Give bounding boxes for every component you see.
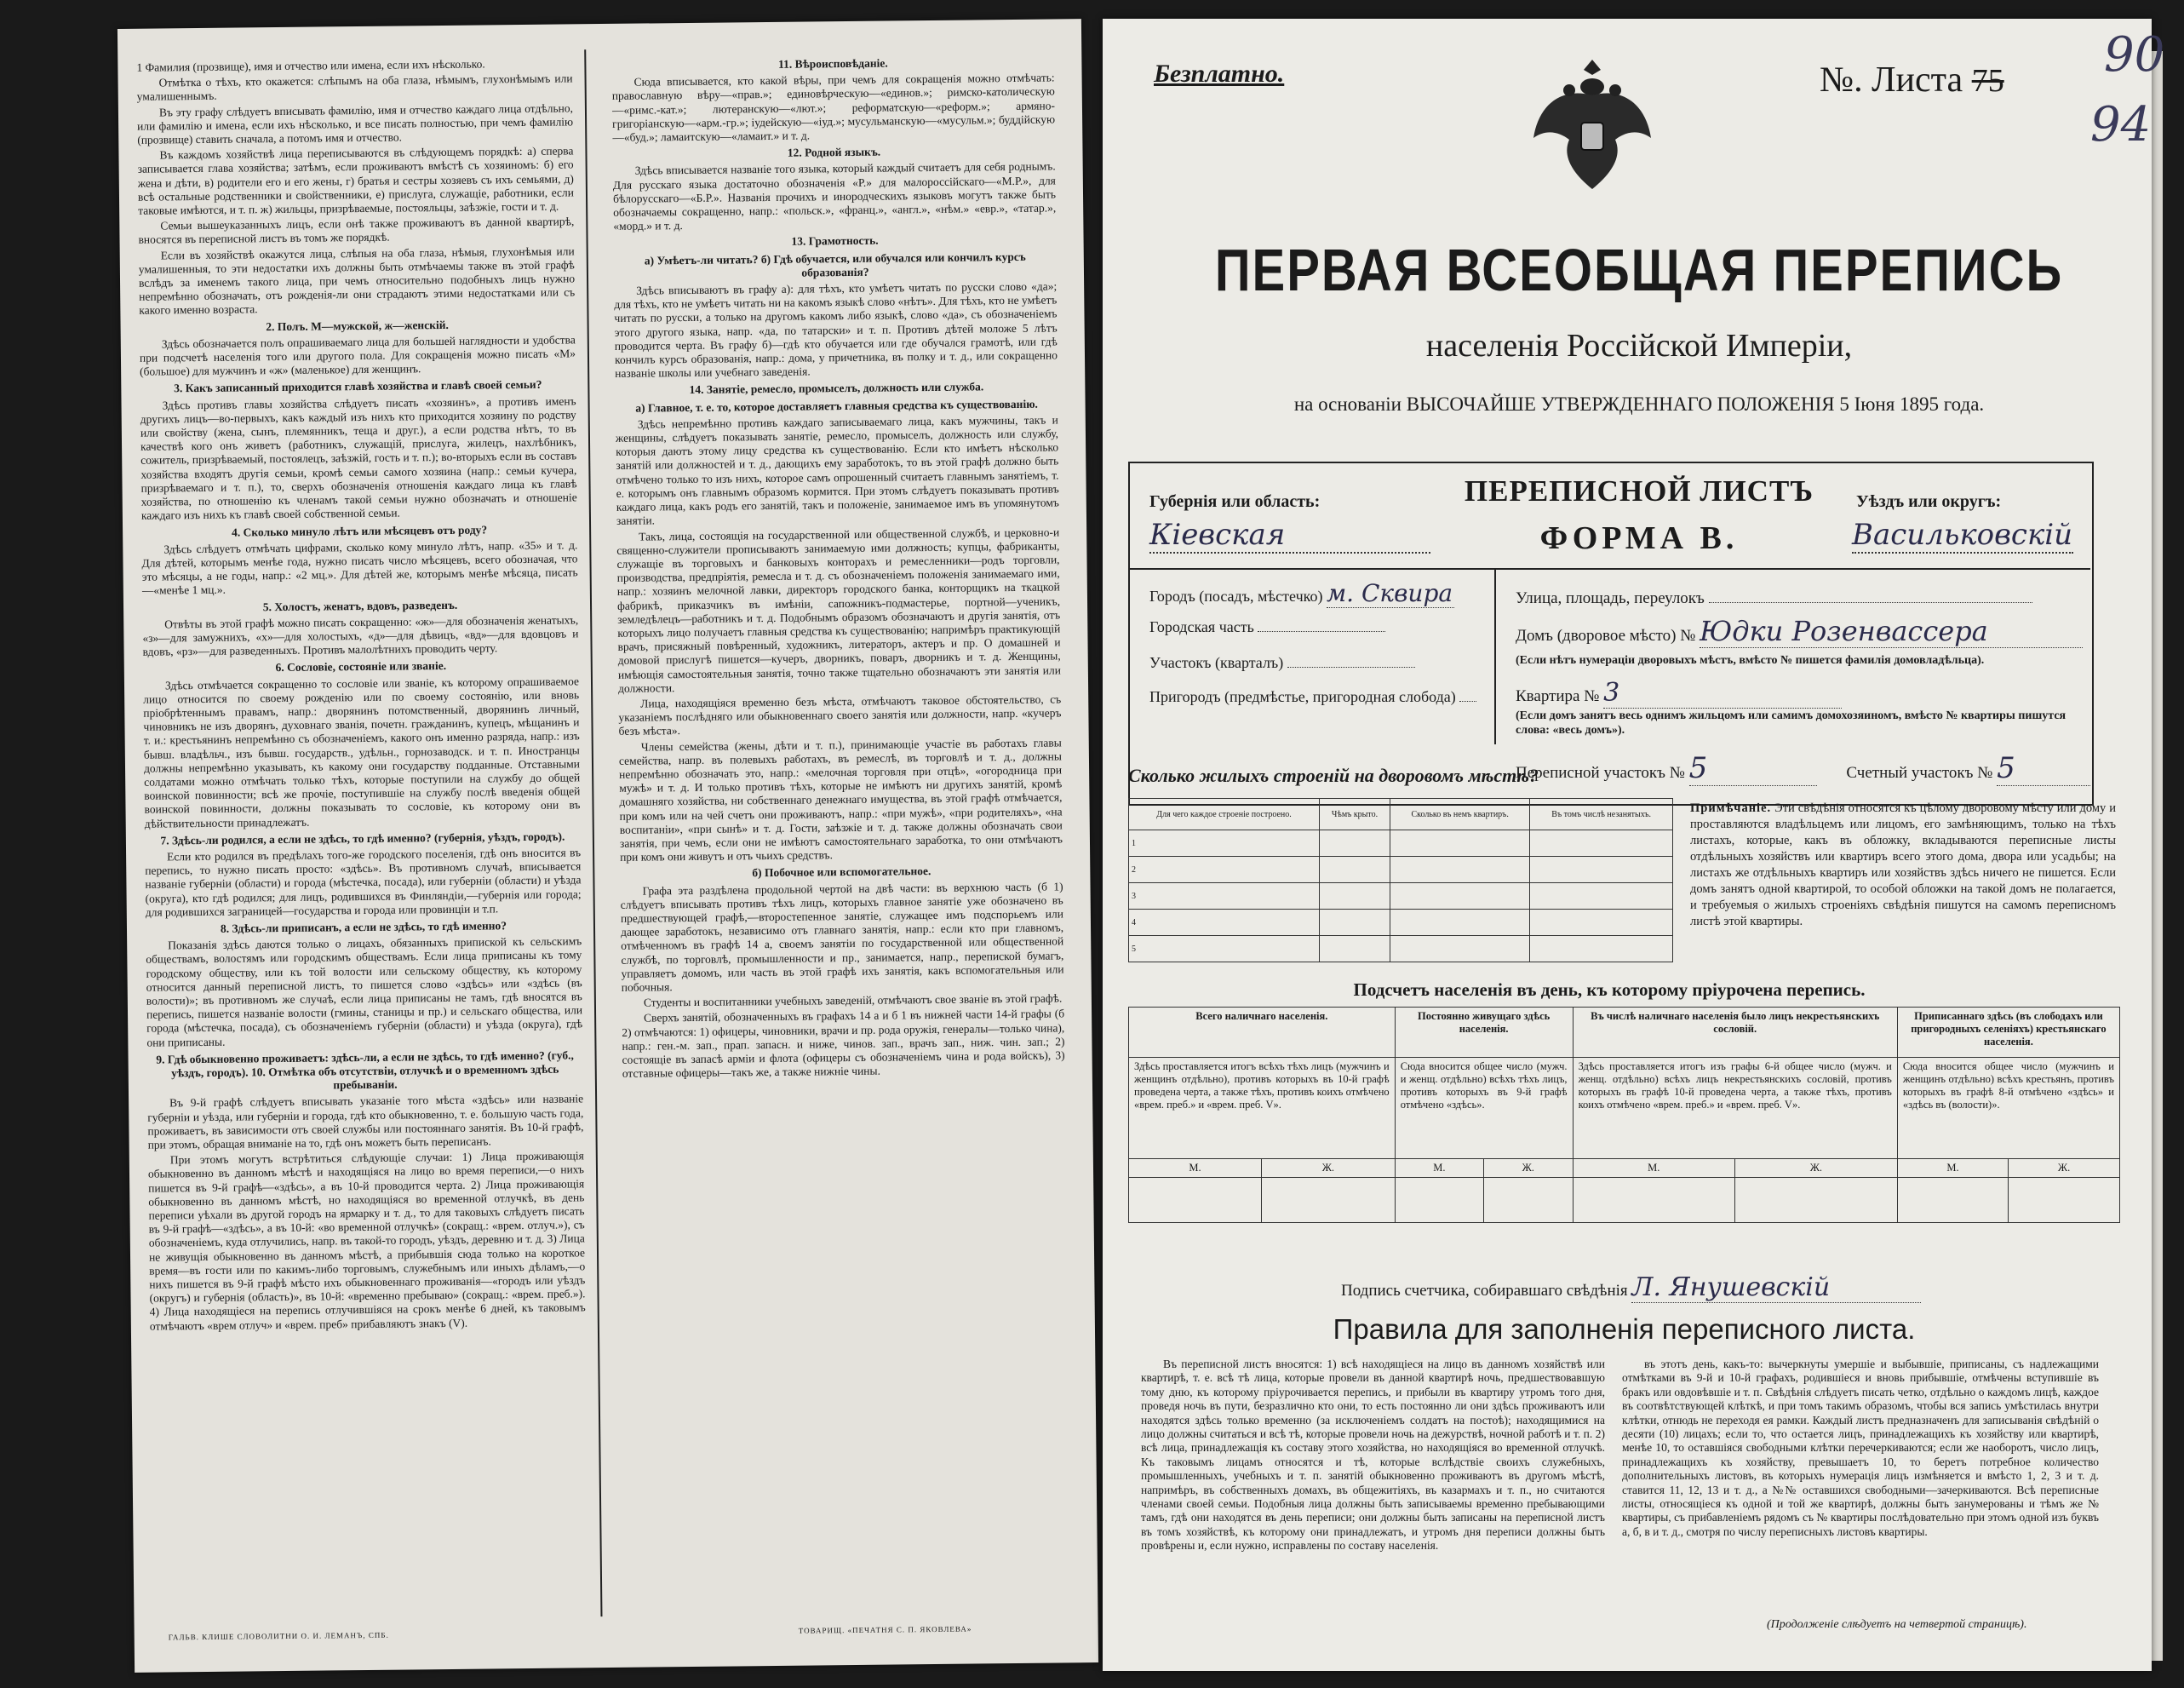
- buildings-row-number: 1: [1129, 830, 1320, 857]
- location-field-value: [1258, 631, 1385, 632]
- count-value-cell: [1395, 1178, 1483, 1223]
- instruction-heading: 5. Холостъ, женатъ, вдовъ, разведенъ.: [262, 598, 458, 613]
- buildings-table: [1128, 798, 1673, 962]
- location-field-label: Городская часть: [1149, 618, 1254, 635]
- left-page-instructions: [118, 19, 1098, 1673]
- instruction-paragraph: Здѣсь обозначается полъ опрашиваемаго лица для большей наглядности и удобства при подсчетѣ населенія того или другого пола. Для сокращенія можно писать «М» (большое) для мужчинъ и «ж» (маленькое) для женщинъ.: [139, 333, 576, 378]
- uezd-label: Уѣздъ или округъ:: [1856, 492, 2002, 511]
- instruction-paragraph: Здѣсь противъ главы хозяйства слѣдуетъ писать «хозяинъ», а противъ именъ другихъ лицъ—во-первыхъ, какъ каждый изъ нихъ кто приходится хозяину по родству или свойству (жена, сынъ, племянникъ, теща и друг.), а если родства нѣтъ, то въ качествѣ кого онъ живетъ (работникъ, служащій, прислуга, жилецъ, нахлѣбникъ, сожитель, призрѣваемый, постоялецъ, заѣзжій, гость и т. п.); во-вторыхъ если въ составъ хозяйства входятъ другія семьи, кромѣ семьи самого хозяина (напр.: семьи кучера, призрѣваемаго и т. п.), то, сверхъ обозначенія отношенія каждаго лица къ главѣ хозяйства, по отношенію къ членамъ такой семьи нужно обозначать и отношеніе каждаго изъ нихъ къ главѣ своей собственной семьи.: [140, 394, 577, 523]
- instruction-paragraph: Члены семейства (жены, дѣти и т. п.), принимающіе участіе въ работахъ главы семейства, напр. въ полевыхъ работахъ, въ ремеслѣ, въ торговлѣ и т. д., должны непремѣнно обозначать это, напр.: «мелочная торговля при отцѣ», «огородница при мужѣ» и т. д. И только противъ тѣхъ, которые не имѣютъ ни другихъ занятій, кромѣ домашняго хозяйства, ни собственнаго денежнаго имущества, въ этой графѣ отмѣчается, при комъ или на чей счетъ они проживаютъ, напр.: «при мужѣ», «при родителяхъ», «на воспитаніи», «при сынѣ» и т. д. Гости, заѣзжіе и т. д. также должны обозначать свои занятія, при чемъ, если они не имѣютъ самостоятельнаго заработка, то они отмѣчаютъ при комъ они живутъ и отъ чьихъ средствъ.: [618, 735, 1063, 864]
- location-field-label: Участокъ (кварталъ): [1149, 654, 1284, 671]
- signature-field: Подпись счетчика, собиравшаго свѣдѣнія Л. Янушевскій: [1341, 1272, 1921, 1303]
- instruction-paragraph: Въ 9-й графѣ слѣдуетъ вписывать указаніе того мѣста «здѣсь» или названіе губерніи и уѣзда, или губерніи и города, гдѣ кто обыкновенно, т. е. большую часть года, проживаетъ, въ зависимости отъ своей службы или постояннаго занятія. Въ 10-й графѣ, при этомъ, обращая вниманіе на то, гдѣ онъ можетъ быть переписанъ.: [147, 1092, 584, 1151]
- sex-column-label: Ж.: [1483, 1159, 1573, 1178]
- printer-footer-right: ТОВАРИЩ. «ПЕЧАТНЯ С. П. ЯКОВЛЕВА»: [798, 1624, 972, 1635]
- buildings-cell: [1390, 936, 1529, 962]
- table-row: [1129, 1178, 2120, 1223]
- population-count-table: [1128, 1007, 2120, 1223]
- buildings-cell: [1320, 910, 1390, 936]
- location-field: [1149, 618, 1385, 636]
- instruction-heading: 11. Вѣроисповѣданіе.: [777, 56, 888, 71]
- table-row: [1129, 1159, 2120, 1178]
- count-value-cell: [1129, 1178, 1262, 1223]
- location-field-value: м. Сквира: [1326, 579, 1453, 607]
- count-column-description: Сюда вносится общее число (мужч. и женщ. отдѣльно) всѣхъ тѣхъ лицъ, противъ которыхъ въ 9-й графѣ отмѣчено «здѣсь».: [1395, 1058, 1573, 1159]
- sex-column-label: М.: [1897, 1159, 2008, 1178]
- buildings-row-number: 4: [1129, 910, 1320, 936]
- count-column-header: Постоянно живущаго здѣсь населенія.: [1395, 1008, 1573, 1058]
- handwritten-sheet-number-top: 90: [2104, 27, 2165, 83]
- guberniya-label: Губернія или область:: [1149, 492, 1321, 511]
- location-field: [1149, 654, 1415, 672]
- buildings-cell: [1390, 830, 1529, 857]
- instruction-paragraph: Здѣсь непремѣнно противъ каждаго записываемаго лица, какъ мужчины, такъ и женщины, слѣдуетъ показывать занятіе, ремесло, промыселъ, должность или службу, которыя даютъ этому лицу средства къ существованію. Если кто имѣетъ нѣсколько занятій или должностей и т. д., дающихъ ему заработокъ, то въ этой графѣ должно быть отмѣчено только то изъ нихъ, которое самъ опрошенный считаетъ главнымъ занятіемъ, т. е. которымъ онъ главнымъ образомъ кормится. При этомъ слѣдуетъ показывать противъ каждаго лица, какъ родъ его занятій, такъ и положеніе, занимаемое имъ въ упомянутомъ занятіи.: [615, 413, 1059, 528]
- buildings-cell: [1320, 936, 1390, 962]
- buildings-cell: [1530, 936, 1673, 962]
- location-field: [1149, 579, 1454, 608]
- count-column-header: Въ числѣ наличнаго населенія было лицъ некрестьянскихъ сословій.: [1573, 1008, 1897, 1058]
- count-value-cell: [2009, 1178, 2120, 1223]
- sex-column-label: М.: [1573, 1159, 1734, 1178]
- instruction-paragraph: Здѣсь слѣдуетъ отмѣчать цифрами, сколько кому минуло лѣтъ, напр. «35» и т. д. Для дѣтей, которымъ менѣе года, нужно писать число мѣсяцевъ, всего обозначая, что это мѣсяцы, а не годы, напр.: «2 мц.». Для дѣтей же, которымъ менѣе мѣсяца, писать—«менѣе 1 мц.».: [141, 538, 578, 598]
- handwritten-sheet-number-bottom: 94: [2090, 97, 2152, 152]
- house-value: Юдки Розенвассера: [1700, 615, 2083, 648]
- counting-district-value: 5: [1997, 751, 2090, 786]
- instruction-paragraph: Семьи вышеуказанныхъ лицъ, если онѣ также проживаютъ въ данной квартирѣ, вносятся въ переписной листъ въ томъ же порядкѣ.: [138, 215, 575, 247]
- sex-column-label: Ж.: [1262, 1159, 1396, 1178]
- instruction-paragraph: Такъ, лица, состоящія на государственной или общественной службѣ, и церковно-и священно-служители прописываютъ занимаемую ими должность; купцы, фабриканты, служащіе въ торговыхъ и банковыхъ конторахъ и ремесленники—родъ торговли, производства, предпріятія, ремесла и т. д. съ обозначеніемъ положенія занимаемаго ими, напр.: хозяинъ мелочной лавки, директоръ городского банка, конторщикъ на ткацкой фабрикѣ, приказчикъ въ имѣніи, сапожникъ-подмастерье, портной—ученикъ, земледѣлецъ—работникъ и т. д. Подобнымъ образомъ обозначаютъ и другія занятія, отъ которыхъ лицо получаетъ главныя средства къ существованію; напримѣръ практикующій врачъ, присяжный повѣренный, художникъ, литераторъ, актеръ и пр. О домашней и домовой прислугѣ пишется—кучеръ, дворникъ, поваръ, дворникъ и т. д. Женщины, имѣющія самостоятельныя занятія, точно также тщательно обозначаютъ эти занятія или должности.: [616, 525, 1061, 695]
- right-page-census-form: [1103, 19, 2165, 1671]
- apartment-field: Квартира № 3: [1516, 678, 1842, 709]
- form-letter: ФОРМА В.: [1539, 520, 1739, 556]
- sex-column-label: Ж.: [1734, 1159, 1897, 1178]
- census-district-value: 5: [1689, 751, 1817, 786]
- buildings-cell: [1320, 857, 1390, 883]
- instruction-paragraph: Если въ хозяйствѣ окажутся лица, слѣпыя на оба глаза, нѣмыя, глухонѣмыя или умалишенныя, то эти недостатки ихъ должны быть отмѣчаемы также въ этой графѣ вслѣдъ за именемъ такого лица, при чемъ относительно подобныхъ лицъ нужно непремѣнно обозначать, отъ рожденія-ли они страдаютъ этими недостатками или съ какого именно возраста.: [138, 244, 576, 318]
- table-row: [1129, 830, 1673, 857]
- instruction-paragraph: Сюда вписывается, кто какой вѣры, при чемъ для сокращенія можно отмѣчать: православную вѣру—«прав.»; единовѣрческую—«единов.»; римско-католическую—«римс.-кат.»; лютеранскую—«лют.»; реформатскую—«реформ.»; армяно-григоріанскую—«арм.-гр.»; іудейскую—«іуд.»; мусульманскую—«мусульм.»; буддійскую—«буд.»; ламаитскую—«ламаит.» и т. д.: [611, 71, 1056, 144]
- column-divider: [584, 49, 602, 1616]
- sheet-number-label: [1820, 60, 2004, 100]
- free-label: Безплатно.: [1154, 60, 1285, 88]
- printer-footer-left: ГАЛЬВ. КЛИШЕ СЛОВОЛИТНИ О. И. ЛЕМАНЪ, СПБ.: [168, 1630, 389, 1642]
- count-title: Подсчетъ населенія въ день, къ которому пріурочена перепись.: [1353, 979, 1866, 1000]
- count-column-description: Здѣсь проставляется итогъ изъ графы 6-й общее число (мужч. и женщ. отдѣльно) всѣхъ лицъ некрестьянскихъ сословій, противъ которыхъ въ графѣ 10-й проведена черта, а также тѣхъ, противъ коихъ отмѣчено «врем. преб.» и «врем. преб. V».: [1573, 1058, 1897, 1159]
- buildings-cell: [1320, 830, 1390, 857]
- sheet-label: №. Листа: [1820, 60, 1963, 100]
- count-value-cell: [1483, 1178, 1573, 1223]
- instruction-paragraph: Въ каждомъ хозяйствѣ лица переписываются въ слѣдующемъ порядкѣ: а) сперва записывается глава хозяйства; затѣмъ, если проживаютъ вмѣстѣ съ хозяиномъ: б) его жена и дѣти, в) родители его и его жены, г) братья и сестры хозяевъ съ ихъ семьями, д) всѣ остальные родственники и свойственники, е) прислуга, служащіе, работники, если таковые имѣются, и т. п. ж) жильцы, призрѣваемые, постояльцы, заѣзжіе, гости и т. д.: [137, 144, 575, 217]
- count-column-header: Приписаннаго здѣсь (въ слободахъ или пригородныхъ селеніяхъ) крестьянскаго населенія.: [1897, 1008, 2119, 1058]
- location-field: [1149, 688, 1476, 706]
- sex-column-label: М.: [1395, 1159, 1483, 1178]
- instruction-paragraph: При этомъ могутъ встрѣтиться слѣдующіе случаи: 1) Лица проживающія обыкновенно въ данномъ мѣстѣ и находящіяся на лицо во время переписи,—о нихъ пишется въ 9-й графѣ—«здѣсь», а въ 10-й проводится черта. 2) Лица проживающія обыкновенно въ данномъ мѣстѣ, но находящіяся во временной отлучкѣ, въ день переписи уѣхали въ другой городъ на ярмарку и т. д., то для таковыхъ слѣдуетъ писать въ 9-й графѣ—«здѣсь», а въ 10-й: «во временной отлучкѣ» (сокращ.: «врем. отлуч.»), съ обозначеніемъ, куда отлучились, напр. въ такой-то городъ, уѣздъ, деревню и т. д. 3) Лица не живущія обыкновенно въ данномъ мѣстѣ, а прибывшія сюда только на короткое время—въ гости или по какимъ-либо торговымъ, служебнымъ или иныхъ дѣламъ,—о нихъ пишется въ 9-й графѣ мѣсто ихъ обыкновеннаго проживанія—«городъ или уѣздъ (округъ) и губернія (область)», въ 10-й: «временно пребываю» (сокращ.: «врем. преб.»). 4) Лица находящіеся на перепись отлучившіяся на срокъ менѣе 6 дней, къ таковымъ отмѣчаютъ «врем отлуч» и «врем. преб» прибавляютъ знакъ (V).: [147, 1149, 586, 1333]
- instruction-paragraph: Здѣсь вписывается названіе того языка, который каждый считаетъ для себя роднымъ. Для русскаго языка достаточно обозначенія «Р.» для малороссійскаго—«М.Р.», для бѣлорусскаго—«Б.Р.». Названія прочихъ и инородческихъ языковъ могутъ также быть обозначаемы сокращенно, напр.: «польск.», «франц.», «англ.», «нѣм.» «евр.», «татар.», «морд.» и т. д.: [612, 159, 1057, 233]
- buildings-cell: [1390, 883, 1529, 910]
- instruction-heading: 7. Здѣсь-ли родился, а если не здѣсь, то гдѣ именно? (губернія, уѣздъ, городъ).: [160, 830, 565, 847]
- instruction-heading: 4. Сколько минуло лѣтъ или мѣсяцевъ отъ роду?: [232, 522, 488, 539]
- table-row: [1129, 883, 1673, 910]
- buildings-cell: [1530, 857, 1673, 883]
- instruction-heading: 12. Родной языкъ.: [787, 145, 881, 159]
- buildings-cell: [1530, 883, 1673, 910]
- buildings-row-number: 5: [1129, 936, 1320, 962]
- instruction-paragraph: Отвѣты въ этой графѣ можно писать сокращенно: «ж»—для обозначенія женатыхъ, «з»—для замужнихъ, «х»—для холостыхъ, «д»—для дѣвицъ, «вд»—для вдовцовъ и вдовъ, «рз»—для разведенныхъ. Противъ малолѣтнихъ проводить черту.: [142, 613, 579, 658]
- instruction-heading: б) Побочное или вспомогательное.: [752, 864, 931, 880]
- count-value-cell: [1262, 1178, 1396, 1223]
- instruction-heading: а) Главное, т. е. то, которое доставляетъ главныя средства къ существованію.: [635, 397, 1038, 415]
- buildings-cell: [1530, 830, 1673, 857]
- count-column-description: Сюда вносится общее число (мужчинъ и женщинъ отдѣльно) всѣхъ крестьянъ, противъ которыхъ въ графѣ 8-й отмѣчено «здѣсь» и «здѣсь въ (волости)».: [1897, 1058, 2119, 1159]
- location-field-value: [1459, 701, 1476, 702]
- buildings-cell: [1320, 883, 1390, 910]
- house-note: (Если нѣтъ нумераціи дворовыхъ мѣстъ, вмѣсто № пишется фамилія домовладѣльца).: [1516, 654, 1985, 667]
- instruction-heading: а) Умѣетъ-ли читать? б) Гдѣ обучается, или обучался или кончилъ курсъ образованія?: [644, 250, 1026, 279]
- instruction-paragraph: Лица, находящіяся временно безъ мѣста, отмѣчаютъ таковое обстоятельство, съ указаніемъ послѣдняго или обыкновеннаго своего занятія или должности, напр. «кучеръ безъ мѣста».: [618, 692, 1062, 738]
- buildings-question: Сколько жилыхъ строеній на дворовомъ мѣстѣ?: [1128, 765, 1539, 786]
- instruction-heading: 13. Грамотность.: [791, 234, 879, 249]
- buildings-cell: [1530, 910, 1673, 936]
- sex-column-label: М.: [1129, 1159, 1262, 1178]
- sheet-number-struck: 75: [1971, 63, 2004, 99]
- buildings-table-header: Въ томъ числѣ незанятыхъ.: [1530, 799, 1673, 830]
- sex-column-label: Ж.: [2009, 1159, 2120, 1178]
- location-field-label: Пригородъ (предмѣстье, пригородная слобода): [1149, 688, 1456, 705]
- instruction-paragraph: 1 Фамилия (прозвище), имя и отчество или имена, если ихъ нѣсколько.: [136, 57, 485, 74]
- instruction-paragraph: Показанія здѣсь даются только о лицахъ, обязанныхъ припиской къ сельскимъ обществамъ, волостямъ или городскимъ обществамъ. Если лица приписаны къ тому городскому обществу, или къ той волости или сельскому обществу, къ которому относится данный переписной листъ, то пишется слово «здѣсь» или «здѣсь (въ волости)»; въ противномъ же случаѣ, если лица приписаны не тамъ, гдѣ вносятся въ перепись, пишется названіе волости (гмины, станицы и пр.) и сельскаго общества, или города (мѣстечка, посада), съ обозначеніемъ губерніи (области) и уѣзда (округа), гдѣ они приписаны.: [146, 934, 583, 1049]
- buildings-row-number: 3: [1129, 883, 1320, 910]
- instruction-paragraph: Сверхъ занятій, обозначенныхъ въ графахъ 14 а и б 1 въ нижней части 14-й графы (б 2) отмѣчаются: 1) офицеры, чиновники, врачи и пр. рода оружія, генералы—только чина), напр.: ген.-м. зап., прап. запасн. и ниже, чинов. зап., врачъ зап., ниж. чин. зап.; 2) состоящіе въ запасѣ армiи и флота (офицеры съ обозначеніемъ чина и рода войскъ), 3) отставные офицеры—такъ же, а также нижніе чины.: [622, 1007, 1065, 1081]
- instruction-heading: 14. Занятіе, ремесло, промыселъ, должность или служба.: [689, 380, 984, 397]
- instruction-heading: 2. Полъ. М—мужской, ж—женскій.: [266, 318, 449, 333]
- rules-left-column: Въ переписной листъ вносятся: 1) всѣ находящіеся на лицо въ данномъ хозяйствѣ или квартирѣ, т. е. всѣ тѣ лица, которые провели въ данной квартирѣ ночь, предшествовавшую тому дню, къ которому пріурочивается перепись, и прибыли въ квартиру утромъ того дня, проведя ночь въ пути, безразлично кто они, то есть постоянно ли они здѣсь проживаютъ или находятся здѣсь только временно (за исключеніемъ солдатъ на постоѣ); находящимися на лицо должны считаться и всѣ тѣ, которые провели ночь на дежурствѣ, ночной работѣ и т. п. 2) всѣ лица, принадлежащія къ составу этого хозяйства, но находящіяся во временной отлучкѣ. Къ таковымъ лицамъ относятся и тѣ, которые вслѣдствіе своихъ служебныхъ, промышленныхъ, учебныхъ и т. п. занятій обыкновенно проживаютъ въ другомъ мѣстѣ, напримѣръ, въ собственныхъ домахъ, въ общежитіяхъ, въ казармахъ и т. п., но считаются членами своей семьи. Подобныя лица должны быть записываемы временно пребывающими тамъ, гдѣ они находятся въ день переписи; они должны быть записаны на переписной листъ въ томъ хозяйствѣ, къ которому они принадлежатъ, и утромъ дня переписи должны быть провѣрены и, если нужно, исправлены по составу населенія.: [1141, 1358, 1605, 1553]
- street-value-line: [1709, 602, 2032, 603]
- buildings-cell: [1390, 910, 1529, 936]
- rules-title: Правила для заполненія переписного листа.: [1333, 1313, 1916, 1345]
- instruction-paragraph: Отмѣтка о тѣхъ, кто окажется: слѣпымъ на оба глаза, нѣмымъ, глухонѣмымъ или умалишеннымъ.: [136, 72, 573, 104]
- count-value-cell: [1897, 1178, 2008, 1223]
- guberniya-value: Кіевская: [1149, 518, 1430, 554]
- count-value-cell: [1573, 1178, 1734, 1223]
- instruction-heading: 8. Здѣсь-ли приписанъ, а если не здѣсь, то гдѣ именно?: [220, 919, 507, 935]
- census-subtitle: населенія Россійской Имперіи,: [1425, 328, 1853, 364]
- street-label: Улица, площадь, переулокъ: [1516, 589, 2032, 608]
- instruction-paragraph: Графа эта раздѣлена продольной чертой на двѣ части: въ верхнюю часть (б 1) слѣдуетъ вписывать противъ тѣхъ лицъ, которыхъ главное занятіе уже обозначено въ предшествующей графѣ,—второстепенное занятіе, служащее имъ подспорьемъ или дающее заработокъ, независимо отъ главнаго занятія, напр.: если кто при главномъ, отмѣченномъ въ графѣ 14 а, своемъ занятіи по государственной или общественной службѣ, по торговлѣ, промышленности и пр., занимается, напр., перепиской бумагъ, управляетъ домомъ, или часть въ этой графѣ ихъ занятія, какъ вспомогательныя или побочныя.: [620, 879, 1064, 994]
- table-row: [1129, 910, 1673, 936]
- form-column-divider: [1494, 570, 1496, 744]
- buildings-note: Примѣчаніе. Эти свѣдѣнія относятся къ цѣлому дворовому мѣсту или дому и проставляются владѣльцемъ или лицомъ, его замѣняющимъ, только на тѣхъ листахъ, которые, какъ въ обложку, вкладываются переписные листы отдѣльныхъ хозяйствъ или квартиръ всего этого дома, двора или усадьбы; на листахъ же отдѣльныхъ квартиръ или хозяйствъ здѣсь ничего не пишется. Если домъ занятъ одной квартирой, то особой обложки на такой домъ не полагается, и требуемыя о жилыхъ строеніяхъ свѣдѣнія пишутся на самомъ переписномъ листѣ этой квартиры.: [1690, 801, 2116, 928]
- buildings-row-number: 2: [1129, 857, 1320, 883]
- count-value-cell: [1734, 1178, 1897, 1223]
- instruction-heading: 6. Сословіе, состояніе или званіе.: [275, 659, 447, 675]
- apartment-note: (Если домъ занятъ весь однимъ жильцомъ или самимъ домохозяиномъ, вмѣсто № квартиры пишутся слова: «весь домъ»).: [1516, 709, 2066, 737]
- table-row: [1129, 857, 1673, 883]
- census-legal-basis: на основаніи ВЫСОЧАЙШЕ УТВЕРЖДЕННАГО ПОЛОЖЕНІЯ 5 Іюня 1895 года.: [1293, 393, 1985, 415]
- instruction-paragraph: Здѣсь отмѣчается сокращенно то сословіе или званіе, къ которому опрашиваемое лицо относится по своему рожденію или по своему состоянію, или вновь пріобрѣтеннымъ правамъ, напр.: дворянинъ потомственный, дворянинъ личный, чиновникъ не изъ дворянъ, духовнаго званія, почетн. гражданинъ, купецъ, мѣщанинъ и т. и.: крестьянинъ непремѣнно съ обозначеніемъ, какого онъ именно разряда, напр.: изъ бывш. владѣльч., изъ бывш. государств., удѣльн., горнозаводск. и т. п. Иностранцы должны непремѣнно указывать, къ какому они государству подданные. Отставными солдатами можно отмѣчать только тѣхъ, которые поступили на службу до общей воинской повинности; всѣ же прочіе, поступившіе на службу послѣ введенія общей воинской повинности, должны показывать то сословіе, къ которому они въ дѣйствительности принадлежатъ.: [143, 674, 581, 830]
- house-field: Домъ (дворовое мѣсто) № Юдки Розенвассера: [1516, 615, 2083, 648]
- form-title: ПЕРЕПИСНОЙ ЛИСТЪ: [1464, 474, 1814, 508]
- count-column-description: Здѣсь проставляется итогъ всѣхъ тѣхъ лицъ (мужчинъ и женщинъ отдѣльно), противъ которыхъ въ 10-й графѣ проведена черта, а также тѣхъ, противъ коихъ отмѣчено «врем. преб.» и «врем. преб. V».: [1129, 1058, 1396, 1159]
- apartment-value: 3: [1603, 678, 1842, 709]
- census-title: ПЕРВАЯ ВСЕОБЩАЯ ПЕРЕПИСЬ: [1214, 237, 2064, 304]
- instruction-heading: 3. Какъ записанный приходится главѣ хозяйства и главѣ своей семьи?: [174, 378, 542, 395]
- signature-value: Л. Янушевскій: [1631, 1272, 1921, 1303]
- table-row: [1129, 1008, 2120, 1058]
- instructions-column-2: [611, 51, 1070, 1588]
- instruction-paragraph: Здѣсь вписываютъ въ графу а): для тѣхъ, кто умѣетъ читать по русски слово «да»; для тѣхъ, кто не умѣетъ читать ни на какомъ языкѣ слово «нѣтъ». Для тѣхъ, кто не умѣетъ читать по русски, а только на другомъ какомъ либо языкѣ, слово «да», съ обозначеніемъ этого другого языка, напр. «да, по татарски» и т. п. Противъ дѣтей моложе 5 лѣтъ проводится черта. Въ графу б)—гдѣ кто обучается или где обучался грамотѣ, или гдѣ кончилъ курсъ образованія, напр.: дома, у причетника, въ полку и т. д., или сокращенно названіе школы или учебнаго заведенія.: [614, 279, 1058, 381]
- location-field-value: [1287, 667, 1415, 668]
- instruction-paragraph: Если кто родился въ предѣлахъ того-же городского поселенія, гдѣ онъ вносится въ перепись, то нужно писать просто: «здѣсь». Въ противномъ случаѣ, вписывается названіе губерніи (области) и города (мѣстечка, посада), или губерніи (области) и уѣзда (округа), кто гдѣ родился; для лицъ, родившихся въ Финляндіи,—губернія или города; для родившихся заграницей—государства и города или провинціи и т.п.: [145, 846, 582, 919]
- buildings-table-header: Чѣмъ крыто.: [1320, 799, 1390, 830]
- census-district-field: Переписной участокъ № 5 Счетный участокъ № 5: [1516, 751, 2090, 786]
- instructions-column-1: [136, 56, 588, 1593]
- form-divider: [1128, 568, 2090, 570]
- instruction-paragraph: Въ эту графу слѣдуетъ вписывать фамилію, имя и отчество каждаго лица отдѣльно, или фамилію и имена, если ихъ нѣсколько, и все писать полностью, при чемъ фамилію (прозвище) ставить сначала, а потомъ имя и отчество.: [137, 100, 574, 146]
- rules-right-column: въ этотъ день, какъ-то: вычеркнуты умершіе и выбывшіе, приписаны, съ надлежащими отмѣтками въ 9-й и 10-й графахъ, родившіеся и вновь прибывшіе, отмѣчены вступившіе въ бракъ или овдовѣвшіе и т. п. Свѣдѣнія слѣдуетъ писать четко, отдѣльно о каждомъ лицѣ, каждое въ соотвѣтствующей клѣткѣ, и при томъ такимъ образомъ, чтобы вся запись умѣстилась внутри клѣтки, отнюдь не переходя ея рамки. Каждый листъ предназначенъ для записыванія свѣдѣній о десяти (10) лицахъ; если то, что остается лицъ, принадлежащихъ къ хозяйству или квартирѣ, менѣе 10, то оставшіяся свободными клѣтки перечеркиваются; если же наоборотъ, число лицъ, принадлежащихъ къ хозяйству, превышаетъ 10, то беретъ потребное количество дополнительныхъ листовъ, въ которыхъ нумерація лицъ измѣняется и вмѣсто 1, 2, 3 и т. д. ставится 11, 12, 13 и т. д., а №№ оставшихся свободными—зачеркиваются. Всѣ переписные листы, относящіеся къ одной и той же квартирѣ, должны быть занумерованы и тѣмъ же № квартиры, съ прибавленіемъ рядомъ съ № квартиры послѣдовательно при этомъ одной изъ буквъ а, б, в и т. д., смотря по числу переписныхъ листовъ квартиры.: [1622, 1358, 2099, 1538]
- table-row: [1129, 936, 1673, 962]
- instruction-heading: 9. Гдѣ обыкновенно проживаетъ: здѣсь-ли, а если не здѣсь, то гдѣ именно? (губ., уѣздъ, городъ). 10. Отмѣтка объ отсутствіи, отлучкѣ и о временномъ здѣсь пребываніи.: [156, 1048, 574, 1092]
- table-row: [1129, 1058, 2120, 1159]
- continued-note: (Продолженіе слѣдуетъ на четвертой страницѣ).: [1767, 1618, 2027, 1631]
- buildings-cell: [1390, 857, 1529, 883]
- buildings-table-header: Для чего каждое строеніе построено.: [1129, 799, 1320, 830]
- imperial-eagle-emblem: [1528, 53, 1656, 198]
- location-field-label: Городъ (посадъ, мѣстечко): [1149, 588, 1323, 605]
- count-column-header: Всего наличнаго населенія.: [1129, 1008, 1396, 1058]
- instruction-paragraph: Студенты и воспитанники учебныхъ заведеній, отмѣчаютъ свое званіе въ этой графѣ.: [643, 991, 1063, 1009]
- uezd-value: Васильковскій: [1852, 518, 2073, 552]
- buildings-table-header: Сколько въ немъ квартиръ.: [1390, 799, 1529, 830]
